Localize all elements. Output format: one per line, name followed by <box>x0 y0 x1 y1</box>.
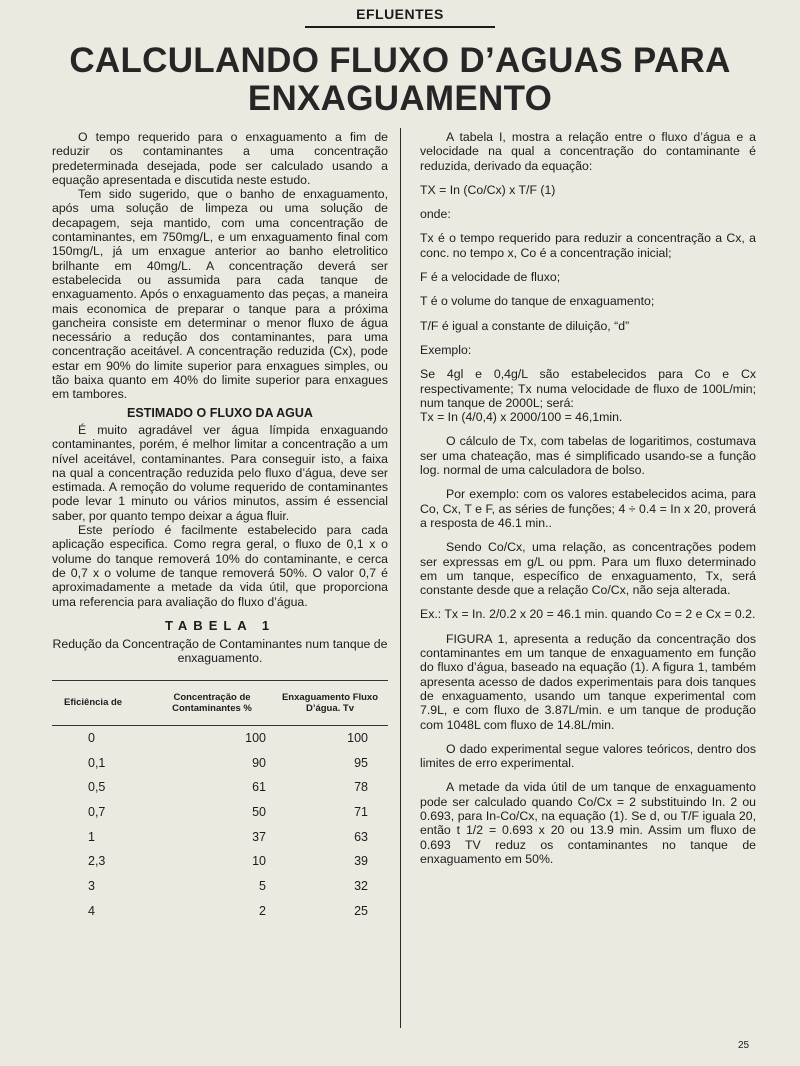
section-tag: EFLUENTES <box>305 6 495 28</box>
cell: 50 <box>252 804 266 819</box>
table-title: TABELA 1 <box>164 617 276 633</box>
cell: 4 <box>88 903 95 918</box>
cell: 25 <box>354 903 368 918</box>
paragraph: A tabela I, mostra a relação entre o fluxo d’água e a velocidade na qual a concentração do contaminante é reduzida, derivado da equação: <box>420 130 756 173</box>
paragraph: Sendo Co/Cx, uma relação, as concentrações podem ser expressas em g/L ou ppm. Para um fluxo determinado em um tanque, específico de enxaguamento, Tx, será constante desde que a relação Co/Cx, não seja alterada. <box>420 540 756 598</box>
table-row <box>52 849 388 874</box>
cell: 0,5 <box>88 780 106 795</box>
cell: 0,1 <box>88 755 106 770</box>
cell: 61 <box>252 780 266 795</box>
cell: 95 <box>354 755 368 770</box>
title-line-1: CALCULANDO FLUXO D’AGUAS PARA <box>69 41 731 80</box>
paragraph: O tempo requerido para o enxaguamento a fim de reduzir os contaminantes a uma concentração predeterminada desejada, pode ser calculado usando a equação apresentada e discutida neste estudo. <box>52 130 388 187</box>
paragraph: Por exemplo: com os valores estabelecidos acima, para Co, Cx, T e F, as séries de funções; 4 ÷ 0.4 = In x 20, proverá a resposta de 46.1 min.. <box>420 487 756 530</box>
definition: T é o volume do tanque de enxaguamento; <box>420 294 655 309</box>
equation: TX = In (Co/Cx) x T/F (1) <box>420 182 556 197</box>
table-row <box>52 874 388 899</box>
cell: 2 <box>259 903 266 918</box>
cell: 100 <box>347 730 368 745</box>
header-eficiencia: Eficiência de <box>64 697 123 709</box>
paragraph: onde: <box>420 207 451 222</box>
table-row <box>52 750 388 775</box>
cell: 0 <box>88 730 95 745</box>
definition: F é a velocidade de fluxo; <box>420 270 561 285</box>
cell: 10 <box>252 854 266 869</box>
right-column <box>420 130 756 876</box>
table-caption: Redução da Concentração de Contaminantes num tanque de enxaguamento. <box>52 637 388 666</box>
column-divider <box>400 128 401 1028</box>
table-row <box>52 824 388 849</box>
cell: 2,3 <box>88 854 106 869</box>
paragraph: Exemplo: <box>420 342 472 357</box>
data-table <box>52 680 388 924</box>
table-row <box>52 726 388 751</box>
article-title <box>20 42 780 118</box>
left-column <box>52 130 388 923</box>
paragraph: O cálculo de Tx, com tabelas de logaritimos, costumava ser uma chateação, mas é simplificado usando-se a função log. normal de uma calculadora de bolso. <box>420 434 756 478</box>
header-fluxo: Enxaguamento Fluxo D’água. Tv <box>281 691 379 714</box>
definition: T/F é igual a constante de diluição, “d” <box>420 318 630 333</box>
cell: 32 <box>354 879 368 893</box>
paragraph: Este período é facilmente estabelecido para cada aplicação especifica. Como regra geral, o fluxo de 0,1 x o volume do tanque removerá 10% do contaminante, e cerca de 0,7 x o volume de tanque removerá 50%. O valor 0,7 é aproximadamente a metade da vida útil, que proporciona uma referencia para avaliação do fluxo d’água. <box>52 523 388 609</box>
page-number: 25 <box>738 1040 750 1051</box>
paragraph: FIGURA 1, apresenta a redução da concentração dos contaminantes em um tanque de enxaguamento em função do fluxo d’água, baseado na equação (1). A figura 1, também apresenta acesso de dados experimentais para dois tanques de enxaguamento, usando um tanque experimental com 7.9L, e com fluxo de 3.87L/min. e um tanque de produção com 1048L com fluxo de 14.8L/min. <box>420 631 756 732</box>
cell: 39 <box>354 854 368 869</box>
cell: 90 <box>252 755 266 770</box>
cell: 5 <box>259 879 266 893</box>
table-row <box>52 775 388 800</box>
cell: 1 <box>88 829 95 844</box>
cell: 78 <box>354 780 368 795</box>
example: Se 4gl e 0,4g/L são estabelecidos para Co e Cx respectivamente; Tx numa velocidade de fluxo de 100L/min; num tanque de 2000L; será: <box>420 367 756 410</box>
header-concentracao: Concentração de Contaminantes % <box>172 691 252 714</box>
table-row <box>52 800 388 825</box>
paragraph: É muito agradável ver água límpida enxaguando contaminantes, porém, é melhor limitar a concentração a um nível aceitável, contaminantes. Para conseguir isto, a faixa na qual a concentração reduzida pelo fluxo d’água, deve ser estimada. A remoção do volume requerido de contaminantes pode levar 1 minuto ou vários minutos, assim é essencial saber, por quanto tempo deixar a água fluir. <box>52 422 388 523</box>
title-line-2: ENXAGUAMENTO <box>247 79 553 118</box>
table-header <box>52 680 388 726</box>
cell: 71 <box>354 804 368 819</box>
table-row <box>52 899 388 924</box>
cell: 3 <box>88 879 95 893</box>
paragraph: O dado experimental segue valores teóricos, dentro dos limites de erro experimental. <box>420 741 756 771</box>
definition: Tx é o tempo requerido para reduzir a concentração a Cx, a conc. no tempo x, Co é a concentração inicial; <box>420 231 756 260</box>
example-equation: Tx = In (4/0,4) x 2000/100 = 46,1min. <box>420 410 623 425</box>
cell: 100 <box>245 730 266 745</box>
cell: 63 <box>354 829 368 844</box>
paragraph: A metade da vida útil de um tanque de enxaguamento pode ser calculado quando Co/Cx = 2 substituindo In. 2 ou 0.693, para In-Co/Cx, na equação (1). Se d, ou T/F iguala 20, então t 1/2 = 0.693 x 20 ou 13.9 min. Assim um fluxo de 0.693 TV reduz os contaminantes no tanque de enxaguamento em 50%. <box>420 780 756 866</box>
paragraph: Tem sido sugerido, que o banho de enxaguamento, após uma solução de limpeza ou uma solução de decapagem, seja mantido, com uma concentração de contaminantes, em 750mg/L, e um enxaguamento final com 150mg/L, já um enxague anterior ao banho eletrolitico brilhante em 40mg/L. A concentração deverá ser estabelecida ou assumida para cada tanque de enxaguamento. Após o enxaguamento das peças, a maneira mais economica de preparar o tanque para a próxima gancheira consiste em determinar o menor fluxo de água necessário a redução dos contaminantes, para uma concentração aceitável. A concentração reduzida (Cx), pode estar em 90% do limite superior para enxagues simples, ou tão baixa quanto em 40% do limite superior para enxagues em tambores. <box>52 187 388 402</box>
subheading: ESTIMADO O FLUXO DA AGUA <box>127 405 313 420</box>
cell: 0,7 <box>88 804 106 819</box>
example: Ex.: Tx = In. 2/0.2 x 20 = 46.1 min. quando Co = 2 e Cx = 0.2. <box>420 607 756 622</box>
cell: 37 <box>252 829 266 844</box>
